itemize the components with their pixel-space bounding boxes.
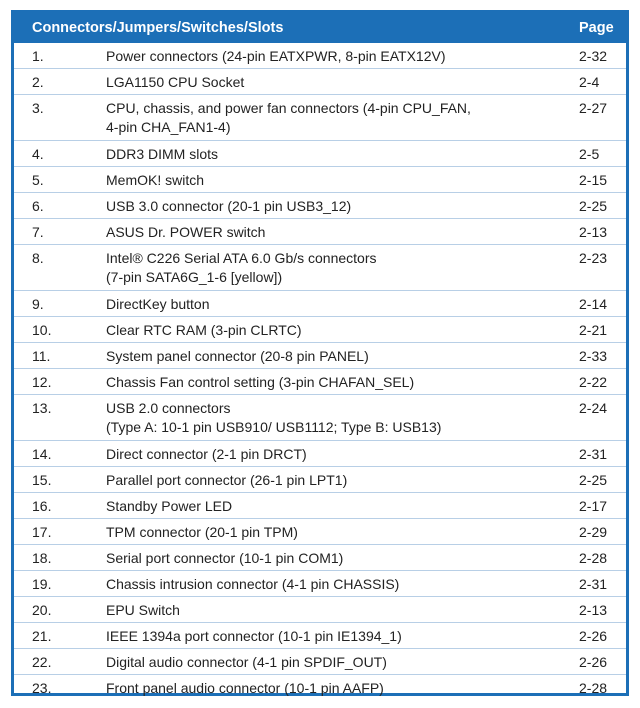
row-number: 3. — [32, 100, 44, 116]
row-number: 15. — [32, 472, 52, 488]
row-number: 12. — [32, 374, 52, 390]
row-number: 8. — [32, 250, 44, 266]
row-description-line: System panel connector (20-8 pin PANEL) — [106, 348, 369, 364]
row-description-line: USB 3.0 connector (20-1 pin USB3_12) — [106, 198, 352, 214]
row-page: 2-31 — [579, 576, 608, 592]
row-description — [106, 99, 561, 137]
row-description — [106, 197, 561, 216]
row-number: 4. — [32, 146, 44, 162]
row-number: 5. — [32, 172, 44, 188]
row-description-line: Power connectors (24-pin EATXPWR, 8-pin EATX12V) — [106, 48, 446, 64]
row-page: 2-13 — [579, 602, 608, 618]
table-row — [14, 467, 626, 493]
table-row — [14, 675, 626, 700]
row-page: 2-5 — [579, 146, 600, 162]
table-row — [14, 95, 626, 141]
row-number: 10. — [32, 322, 52, 338]
row-description-line: Direct connector (2-1 pin DRCT) — [106, 446, 307, 462]
row-page: 2-27 — [579, 100, 608, 116]
row-description-line: Chassis Fan control setting (3-pin CHAFAN_SEL) — [106, 374, 415, 390]
row-number: 16. — [32, 498, 52, 514]
row-description — [106, 73, 561, 92]
row-description — [106, 223, 561, 242]
header-title: Connectors/Jumpers/Switches/Slots — [32, 20, 284, 36]
row-description — [106, 471, 561, 490]
row-page: 2-22 — [579, 374, 608, 390]
row-description — [106, 295, 561, 314]
row-description — [106, 347, 561, 366]
table-row — [14, 493, 626, 519]
row-description — [106, 249, 561, 287]
row-page: 2-13 — [579, 224, 608, 240]
row-description — [106, 523, 561, 542]
row-description — [106, 145, 561, 164]
row-page: 2-17 — [579, 498, 608, 514]
table-row — [14, 141, 626, 167]
row-page: 2-33 — [579, 348, 608, 364]
row-description-line: Clear RTC RAM (3-pin CLRTC) — [106, 322, 302, 338]
row-page: 2-14 — [579, 296, 608, 312]
row-description — [106, 321, 561, 340]
row-description-line-2: (7-pin SATA6G_1-6 [yellow]) — [106, 269, 283, 285]
row-description-line: LGA1150 CPU Socket — [106, 74, 245, 90]
row-description — [106, 601, 561, 620]
row-description — [106, 653, 561, 672]
table-header — [14, 13, 626, 43]
row-description-line: CPU, chassis, and power fan connectors (4-pin CPU_FAN, — [106, 100, 471, 116]
row-page: 2-28 — [579, 550, 608, 566]
row-description-line-2: 4-pin CHA_FAN1-4) — [106, 119, 231, 135]
row-description — [106, 679, 561, 698]
table-row — [14, 291, 626, 317]
table-row — [14, 193, 626, 219]
row-description-line: USB 2.0 connectors — [106, 400, 231, 416]
row-number: 22. — [32, 654, 52, 670]
table-row — [14, 395, 626, 441]
table-row — [14, 317, 626, 343]
row-page: 2-25 — [579, 198, 608, 214]
row-description-line: Front panel audio connector (10-1 pin AAFP) — [106, 680, 384, 696]
row-page: 2-29 — [579, 524, 608, 540]
table-row — [14, 343, 626, 369]
row-description-line: MemOK! switch — [106, 172, 205, 188]
table-row — [14, 219, 626, 245]
row-page: 2-31 — [579, 446, 608, 462]
row-description-line: Chassis intrusion connector (4-1 pin CHASSIS) — [106, 576, 400, 592]
row-page: 2-28 — [579, 680, 608, 696]
row-description — [106, 47, 561, 66]
row-description-line: ASUS Dr. POWER switch — [106, 224, 266, 240]
row-description — [106, 171, 561, 190]
row-description-line: Serial port connector (10-1 pin COM1) — [106, 550, 344, 566]
row-description — [106, 549, 561, 568]
table-row — [14, 649, 626, 675]
table-row — [14, 167, 626, 193]
row-description-line: Digital audio connector (4-1 pin SPDIF_OUT) — [106, 654, 387, 670]
table-row — [14, 545, 626, 571]
table-row — [14, 441, 626, 467]
row-page: 2-23 — [579, 250, 608, 266]
row-number: 17. — [32, 524, 52, 540]
row-page: 2-15 — [579, 172, 608, 188]
row-number: 9. — [32, 296, 44, 312]
table-row — [14, 369, 626, 395]
row-description — [106, 445, 561, 464]
connectors-table — [11, 10, 629, 696]
row-description — [106, 575, 561, 594]
row-number: 13. — [32, 400, 52, 416]
row-page: 2-26 — [579, 628, 608, 644]
table-row — [14, 519, 626, 545]
row-page: 2-4 — [579, 74, 600, 90]
table-row — [14, 597, 626, 623]
row-description-line: IEEE 1394a port connector (10-1 pin IE1394_1) — [106, 628, 402, 644]
row-number: 19. — [32, 576, 52, 592]
row-number: 6. — [32, 198, 44, 214]
row-description — [106, 373, 561, 392]
row-description — [106, 399, 561, 437]
table-row — [14, 69, 626, 95]
table-row — [14, 245, 626, 291]
row-page: 2-26 — [579, 654, 608, 670]
row-number: 7. — [32, 224, 44, 240]
row-description-line: Standby Power LED — [106, 498, 233, 514]
table-row — [14, 571, 626, 597]
table-row — [14, 43, 626, 69]
row-number: 20. — [32, 602, 52, 618]
row-number: 14. — [32, 446, 52, 462]
row-description-line: TPM connector (20-1 pin TPM) — [106, 524, 298, 540]
row-number: 2. — [32, 74, 44, 90]
row-number: 23. — [32, 680, 52, 696]
row-number: 11. — [32, 348, 51, 364]
row-description-line: EPU Switch — [106, 602, 180, 618]
row-page: 2-32 — [579, 48, 608, 64]
row-description — [106, 497, 561, 516]
row-description-line-2: (Type A: 10-1 pin USB910/ USB1112; Type B: USB13) — [106, 419, 442, 435]
table-row — [14, 623, 626, 649]
row-page: 2-21 — [579, 322, 608, 338]
row-number: 21. — [32, 628, 52, 644]
row-description-line: Parallel port connector (26-1 pin LPT1) — [106, 472, 348, 488]
row-page: 2-24 — [579, 400, 608, 416]
row-number: 18. — [32, 550, 52, 566]
row-description-line: DirectKey button — [106, 296, 210, 312]
row-description — [106, 627, 561, 646]
row-number: 1. — [32, 48, 44, 64]
header-page: Page — [579, 20, 614, 36]
row-page: 2-25 — [579, 472, 608, 488]
table-body — [14, 43, 626, 700]
row-description-line: Intel® C226 Serial ATA 6.0 Gb/s connectors — [106, 250, 377, 266]
row-description-line: DDR3 DIMM slots — [106, 146, 219, 162]
